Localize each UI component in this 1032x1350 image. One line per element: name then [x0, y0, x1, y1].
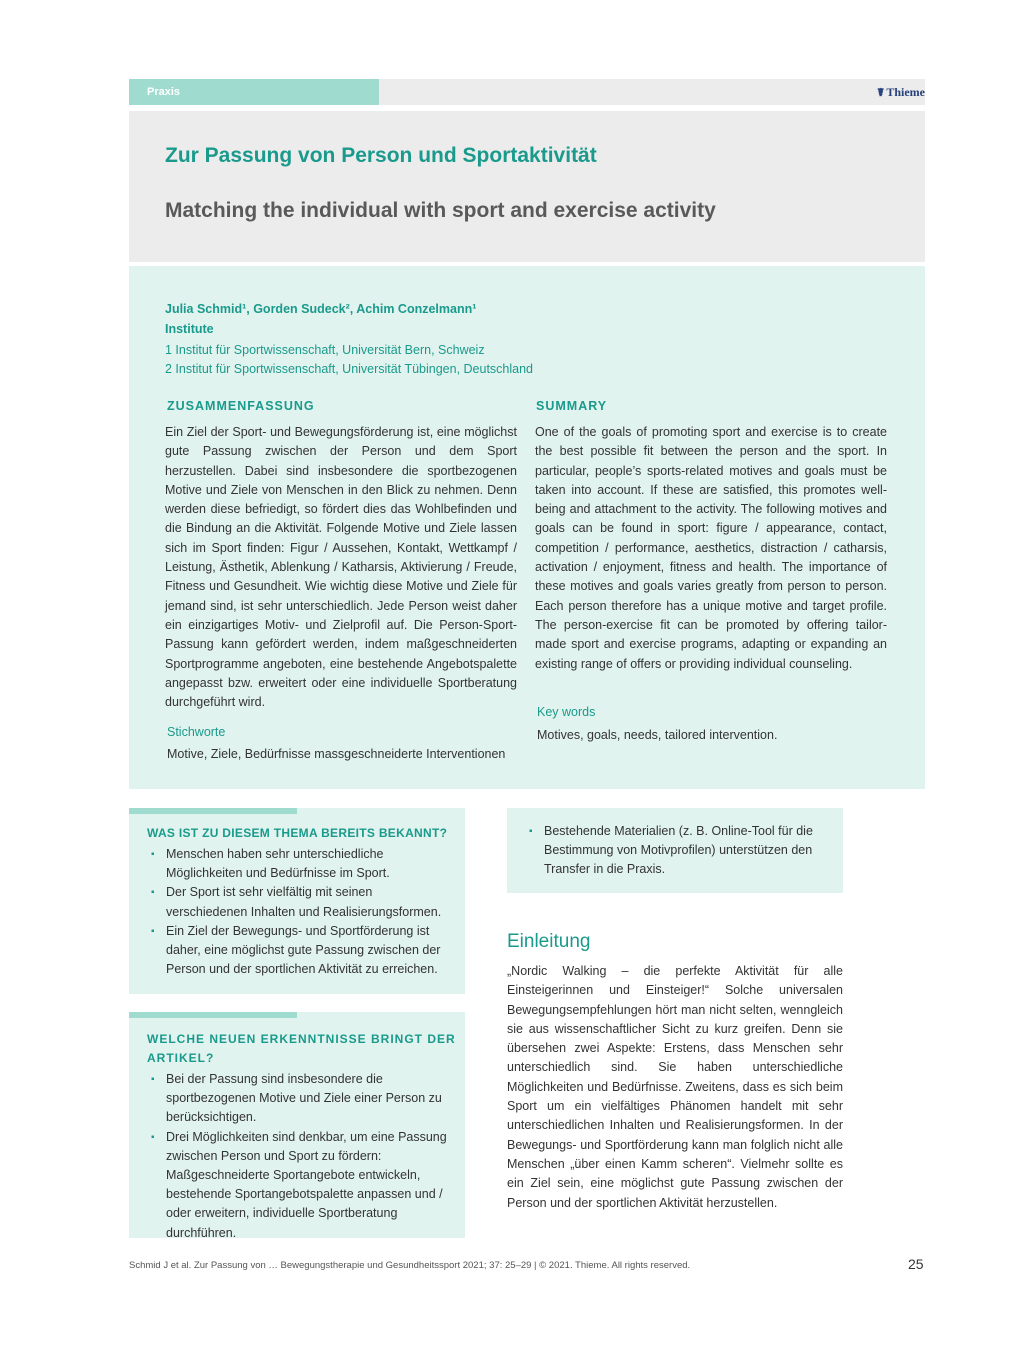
thieme-logo-icon: ☤	[876, 87, 885, 99]
list-item-text: Bei der Passung sind insbesondere die sportbezogenen Motive und Ziele einer Person zu berücksichtigen.	[166, 1072, 442, 1125]
article-title: Zur Passung von Person und Sportaktivität	[165, 144, 597, 167]
list-item-text: Der Sport ist sehr vielfältig mit seinen verschiedenen Inhalten und Realisierungsformen.	[166, 885, 442, 919]
list-item	[525, 822, 825, 880]
list-item	[147, 845, 447, 883]
section-label: Praxis	[129, 79, 379, 105]
zusammenfassung-text: Ein Ziel der Sport- und Bewegungsförderung ist, eine möglichst gute Passung zwischen der Person und dem Sport herzustellen. Dabei sind insbesondere die sportbezogenen Motive und Ziele von Menschen in den Blick zu nehmen. Denn werden diese befriedigt, so fördert dies das Wohlbefinden und die Bindung an die Aktivität. Folgende Motive und Ziele lassen sich im Sport finden: Figur / Aussehen, Kontakt, Wettkampf / Leistung, Ästhetik, Ablenkung / Katharsis, Aktivierung / Freude, Fitness und Gesundheit. Wie wichtig diese Motive und Ziele für jemand sind, ist sehr unterschiedlich. Jede Person weist daher ein einzigartiges Motiv- und Zielprofil auf. Die Person-Sport-Passung kann gefördert werden, indem maßgeschneiderten Sportprogramme angeboten, eine bestehende Angebotspalette angepasst bzw. erweitert oder eine individuelle Sportberatung durchgeführt wird.	[165, 425, 517, 710]
list-item-text: Menschen haben sehr unterschiedliche Möglichkeiten und Bedürfnisse im Sport.	[166, 847, 390, 881]
bullet-icon: ▪	[529, 826, 533, 837]
bullet-icon: ▪	[151, 887, 155, 899]
bullet-icon: ▪	[151, 925, 155, 937]
summary-text: One of the goals of promoting sport and exercise is to create the best possible fit between the person and the sport. In particular, people’s sports-related motives and goals must be taken into account. If these are satisfied, this promotes well-being and attachment to the activity. The following motives and goals can be found in sport: figure / appearance, contact, competition / performance, aesthetics, distraction / catharsis, activation / enjoyment, fitness and health. The importance of these motives and goals varies greatly from person to person. Each person therefore has a unique motive and target profile. The person-exercise fit can be promoted by offering tailor-made sport and exercise programs, adapting or expanding an existing range of offers or providing individual counseling.	[535, 425, 887, 671]
institute-label: Institute	[165, 322, 214, 336]
box-accent-bar	[129, 1012, 297, 1018]
list-item-text: Ein Ziel der Bewegungs- und Sportförderung ist daher, eine möglichst gute Passung zwischen der Person und der sportlichen Aktivität zu erreichen.	[166, 923, 441, 977]
footer-citation: Schmid J et al. Zur Passung von … Bewegungstherapie und Gesundheitssport 2021; 37: 25–29 | © 2021. Thieme. All rights reserved.	[129, 1260, 691, 1271]
keywords-text: Motives, goals, needs, tailored intervention.	[537, 728, 778, 742]
list-item	[147, 1070, 447, 1128]
known-facts-list	[147, 845, 447, 979]
article-title-english: Matching the individual with sport and exercise activity	[165, 199, 716, 222]
einleitung-heading: Einleitung	[507, 931, 591, 952]
list-item-text: Drei Möglichkeiten sind denkbar, um eine Passung zwischen Person und Sport zu fördern: Maßgeschneiderte Sportangebote entwickeln, bestehende Sportangebotspalette anpassen und / oder erweitern, individuelle Sportberatung durchführen.	[166, 1129, 447, 1240]
new-findings-list	[147, 1070, 447, 1243]
affiliation-item: 1 Institut für Sportwissenschaft, Universität Bern, Schweiz	[165, 343, 485, 357]
list-item	[147, 922, 447, 980]
keywords-label: Key words	[537, 705, 596, 719]
affiliation-item: 2 Institut für Sportwissenschaft, Universität Tübingen, Deutschland	[165, 362, 534, 376]
stichworte-label: Stichworte	[167, 725, 226, 739]
publisher-logo	[877, 79, 925, 105]
einleitung-text: „Nordic Walking – die perfekte Aktivität für alle Einsteigerinnen und Einsteiger!“ Solche universalen Bewegungsempfehlungen hört man nicht selten, wenngleich sie aus wissenschaftlicher Sicht zu kurz greifen. Denn sie übersehen zwei Aspekte: Erstens, dass Menschen sehr unterschiedlich sind. Sie haben unterschiedliche Möglichkeiten und Bedürfnisse. Zweitens, dass es sich beim Sport um ein vielfältiges Phänomen handelt mit sehr unterschiedlichen Inhalten und Realisierungsformen. In der Bewegungs- und Sportförderung kann man folglich nicht alle Menschen „über einen Kamm scheren“. Vielmehr sollte es ein Ziel sein, eine möglichst gute Passung zwischen der Person und der sportlichen Aktivität herzustellen.	[507, 964, 843, 1210]
new-findings-continued-list	[525, 822, 825, 880]
list-item	[147, 1128, 447, 1243]
new-findings-heading: WELCHE NEUEN ERKENNTNISSE BRINGT DER ARTIKEL?	[147, 1032, 456, 1065]
page-number: 25	[908, 1256, 924, 1272]
zusammenfassung-heading: ZUSAMMENFASSUNG	[167, 399, 315, 413]
summary-heading: SUMMARY	[536, 399, 608, 413]
title-block	[129, 111, 925, 262]
known-facts-heading: WAS IST ZU DIESEM THEMA BEREITS BEKANNT?	[147, 826, 448, 840]
publisher-name: Thieme	[886, 85, 925, 99]
stichworte-text: Motive, Ziele, Bedürfnisse massgeschneiderte Interventionen	[167, 747, 506, 761]
bullet-icon: ▪	[151, 1131, 155, 1143]
author-list: Julia Schmid¹, Gorden Sudeck², Achim Conzelmann¹	[165, 302, 477, 316]
list-item	[147, 883, 447, 921]
bullet-icon: ▪	[151, 849, 155, 860]
affiliations	[165, 341, 533, 379]
bullet-icon: ▪	[151, 1074, 155, 1085]
box-accent-bar	[129, 808, 297, 814]
list-item-text: Bestehende Materialien (z. B. Online-Tool für die Bestimmung von Motivprofilen) unterstützen den Transfer in die Praxis.	[544, 824, 813, 877]
